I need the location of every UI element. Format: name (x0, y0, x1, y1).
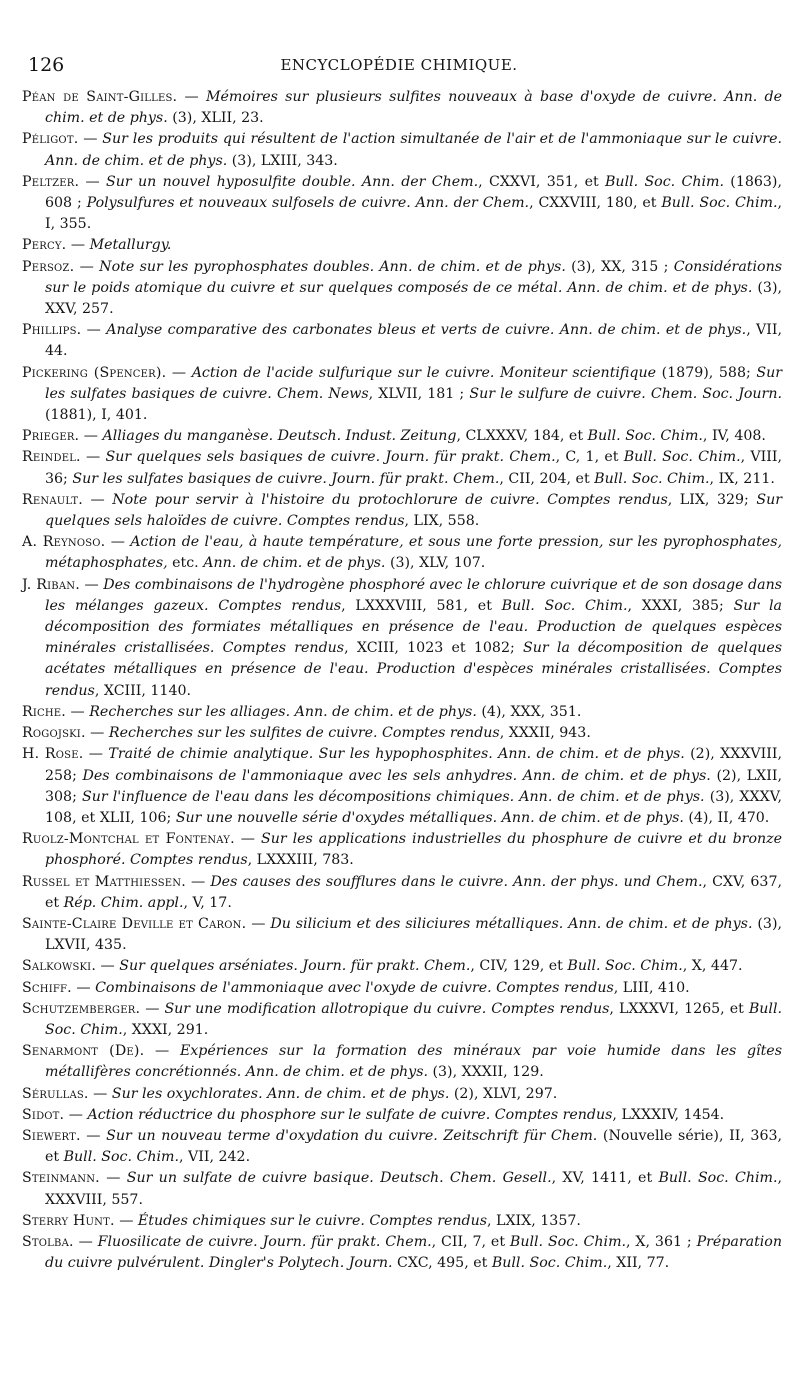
entry-reference-text: , I, 355. (45, 195, 782, 233)
entry-author: Riche. (22, 703, 67, 720)
entry-reference-text: , CII, 7, et (431, 1233, 510, 1250)
entry-reference-text: (1881), I, 401. (45, 407, 148, 424)
entry-author: Rogojski. (22, 725, 86, 742)
entry-title-text: Bull. Soc. Chim. (509, 1233, 627, 1250)
entry-title-text: Metallurgy. (89, 237, 172, 254)
bibliography-entry: Pickering (Spencer). — Action de l'acide sulfurique sur le cuivre. Moniteur scientifique (1879), 588; Sur les sulfates basiques de cuivre. Chem. News, XLVII, 181 ; Sur le sulfure de cuivre. Chem. Soc. Journ. (1881), I, 401. (22, 364, 782, 424)
entry-author: Pickering (Spencer). (22, 364, 167, 381)
bibliography-entry: Péan de Saint-Gilles. — Mémoires sur plusieurs sulfites nouveaux à base d'oxyde de cuivre. Ann. de chim. et de phys. (3), XLII, 23. (22, 89, 782, 127)
entry-author: Stolba. (22, 1233, 74, 1250)
entry-title-text: Sur quelques sels basiques de cuivre. Journ. für prakt. Chem. (105, 449, 556, 466)
entry-title-text: Note sur les pyrophosphates doubles. Ann. de chim. et de phys. (99, 258, 566, 275)
entry-reference-text: , VII, 44. (45, 322, 783, 360)
entry-reference-text: , CXXVIII, 180, et (529, 195, 662, 212)
entry-title-text: Action réductrice du phosphore sur le sulfate de cuivre. Comptes rendus (87, 1106, 613, 1123)
entry-author: Persoz. (22, 258, 75, 275)
entry-author: Schiff. (22, 979, 72, 996)
entry-title-text: Bull. Soc. Chim. (501, 597, 628, 614)
entry-author: Percy. (22, 237, 67, 254)
running-title: ENCYCLOPÉDIE CHIMIQUE. (280, 56, 518, 74)
bibliography-entry: Reindel. — Sur quelques sels basiques de cuivre. Journ. für prakt. Chem., C, 1, et Bull. Soc. Chim., VIII, 36; Sur les sulfates basiques de cuivre. Journ. für prakt. Chem., CII, 204, et Bull. Soc. Chim., IX, 211. (22, 449, 782, 487)
entry-author: Sterry Hunt. (22, 1212, 115, 1229)
bibliography-entry: Peltzer. — Sur un nouvel hyposulfite double. Ann. der Chem., CXXVI, 351, et Bull. Soc. Chim. (1863), 608 ; Polysulfures et nouveaux sulfosels de cuivre. Ann. der Chem., CXXVIII, 180, et Bull. Soc. Chim., I, 355. (22, 173, 782, 233)
entry-title-text: Bull. Soc. Chim. (587, 428, 703, 445)
entry-reference-text: (3), XLII, 23. (167, 110, 264, 127)
entry-title-text: Sur un sulfate de cuivre basique. Deutsch. Chem. Gesell. (126, 1170, 552, 1187)
entry-reference-text: (2), XXXVIII, 258; (45, 746, 782, 784)
entry-reference-text: (3), XX, 315 ; (565, 258, 674, 275)
entry-author: Sérullas. (22, 1085, 89, 1102)
entry-reference-text: , XXXI, 291. (122, 1021, 209, 1038)
entry-title-text: Bull. Soc. Chim. (605, 173, 724, 190)
entry-reference-text: , C, 1, et (555, 449, 624, 466)
bibliography-entry: Sérullas. — Sur les oxychlorates. Ann. de chim. et de phys. (2), XLVI, 297. (22, 1085, 558, 1102)
entry-reference-text: , CIV, 129, et (470, 958, 568, 975)
bibliography-entry: Persoz. — Note sur les pyrophosphates doubles. Ann. de chim. et de phys. (3), XX, 315 ; Considérations sur le poids atomique du cuivre et sur quelques composés de ce métal. Ann. de chim. et de phys. (3), XXV, 257. (22, 258, 782, 318)
entry-reference-text: , LIII, 410. (613, 979, 690, 996)
entry-title-text: Sur quelques sels haloïdes de cuivre. Comptes rendus (45, 491, 782, 530)
entry-title-text: Fluosilicate de cuivre. Journ. für prakt. Chem. (97, 1233, 432, 1250)
bibliography-entry: Senarmont (De). — Expériences sur la formation des minéraux par voie humide dans les gîtes métallifères concrétionnés. Ann. de chim. et de phys. (3), XXXII, 129. (22, 1043, 782, 1081)
bibliography-entry: Sidot. — Action réductrice du phosphore sur le sulfate de cuivre. Comptes rendus, LXXXIV, 1454. (22, 1106, 725, 1123)
entry-author: Prieger. (22, 428, 80, 445)
entry-author: Phillips. (22, 322, 82, 339)
entry-title-text: Traité de chimie analytique. Sur les hypophosphites. Ann. de chim. et de phys. (108, 746, 685, 763)
entry-title-text: Sur les sulfates basiques de cuivre. Journ. für prakt. Chem. (72, 470, 500, 487)
entry-reference-text: , CXXVI, 351, et (478, 173, 605, 190)
entry-reference-text: , VII, 242. (179, 1149, 251, 1166)
entry-reference-text: (4), XXX, 351. (476, 703, 582, 720)
entry-reference-text: , IX, 211. (709, 470, 775, 487)
bibliography-entry: J. Riban. — Des combinaisons de l'hydrogène phosphoré avec le chlorure cuivrique et de son dosage dans les mélanges gazeux. Comptes rendus, LXXXVIII, 581, et Bull. Soc. Chim., XXXI, 385; Sur la décomposition des formiates métalliques en présence de l'eau. Production de quelques espèces minérales cristallisées. Comptes rendus, XCIII, 1023 et 1082; Sur la décomposition de quelques acétates métalliques en présence de l'eau. Production d'espèces minérales cristallisées. Comptes rendus, XCIII, 1140. (22, 576, 782, 699)
entry-reference-text: (2), XLVI, 297. (449, 1085, 558, 1102)
entry-title-text: Polysulfures et nouveaux sulfosels de cuivre. Ann. der Chem. (86, 195, 530, 212)
entry-title-text: Rép. Chim. appl. (63, 894, 184, 911)
bibliography-entry: Schiff. — Combinaisons de l'ammoniaque avec l'oxyde de cuivre. Comptes rendus, LIII, 410. (22, 979, 690, 996)
entry-title-text: Des combinaisons de l'ammoniaque avec les sels anhydres. Ann. de chim. et de phys. (82, 767, 711, 784)
entry-title-text: Du silicium et des siliciures métalliques. Ann. de chim. et de phys. (270, 915, 753, 932)
entry-reference-text: , XCIII, 1140. (94, 682, 192, 699)
entry-reference-text: , LXXXVI, 1265, et (609, 1000, 749, 1017)
bibliography-entry: H. Rose. — Traité de chimie analytique. Sur les hypophosphites. Ann. de chim. et de phys. (2), XXXVIII, 258; Des combinaisons de l'ammoniaque avec les sels anhydres. Ann. de chim. et de phys. (2), LXII, 308; Sur l'influence de l'eau dans les décompositions chimiques. Ann. de chim. et de phys. (3), XXXV, 108, et XLII, 106; Sur une nouvelle série d'oxydes métalliques. Ann. de chim. et de phys. (4), II, 470. (22, 746, 782, 826)
entry-reference-text: , XII, 77. (607, 1255, 670, 1272)
entry-title-text: Bull. Soc. Chim. (623, 449, 741, 466)
entry-title-text: Alliages du manganèse. Deutsch. Indust. Zeitung (102, 428, 457, 445)
bibliography-entry: A. Reynoso. — Action de l'eau, à haute température, et sous une forte pression, sur les pyrophosphates, métaphosphates, etc. Ann. de chim. et de phys. (3), XLV, 107. (22, 534, 782, 572)
page-number: 126 (28, 54, 65, 76)
entry-author: Sainte-Claire Deville et Caron. (22, 915, 247, 932)
bibliography-entry: Siewert. — Sur un nouveau terme d'oxydation du cuivre. Zeitschrift für Chem. (Nouvelle série), II, 363, et Bull. Soc. Chim., VII, 242. (22, 1127, 783, 1166)
bibliography-entry: Ruolz-Montchal et Fontenay. — Sur les applications industrielles du phosphure de cuivre et du bronze phosphoré. Comptes rendus, LXXXIII, 783. (22, 831, 782, 869)
entry-title-text: Ann. de chim. et de phys. (203, 555, 386, 572)
bibliography-entry: Percy. — Metallurgy. (22, 237, 172, 254)
entry-reference-text: (3), LXVII, 435. (45, 915, 783, 954)
entry-reference-text: , VIII, 36; (45, 449, 782, 487)
page-header (28, 52, 770, 78)
entry-author: Reindel. (22, 449, 81, 466)
entry-title-text: Sur un nouvel hyposulfite double. Ann. der Chem. (106, 173, 479, 190)
entry-title-text: Sur le sulfure de cuivre. Chem. Soc. Journ. (469, 385, 782, 402)
entry-title-text: Sur un nouveau terme d'oxydation du cuivre. Zeitschrift für Chem. (106, 1127, 598, 1144)
bibliography-list (22, 87, 782, 1274)
entry-title-text: Des combinaisons de l'hydrogène phosphoré avec le chlorure cuivrique et de son dosage dans les mélanges gazeux. Comptes rendus (45, 576, 782, 614)
entry-reference-text: (3), XXXII, 129. (427, 1064, 544, 1081)
entry-author: Steinmann. (22, 1170, 100, 1187)
entry-title-text: Bull. Soc. Chim. (594, 470, 710, 487)
entry-title-text: Sur les applications industrielles du phosphure de cuivre et du bronze phosphoré. Comptes rendus (45, 831, 782, 869)
entry-title-text: Sur les oxychlorates. Ann. de chim. et de phys. (111, 1085, 450, 1102)
entry-author: Schutzemberger. (22, 1000, 141, 1017)
entry-reference-text: , LIX, 558. (404, 513, 480, 530)
entry-reference-text: (3), XXV, 257. (45, 279, 782, 318)
entry-author: H. Rose. (22, 746, 84, 763)
entry-reference-text: (3), LXIII, 343. (227, 152, 338, 169)
entry-title-text: Expériences sur la formation des minéraux par voie humide dans les gîtes métallifères concrétionnés. Ann. de chim. et de phys. (45, 1043, 782, 1081)
bibliography-entry: Steinmann. — Sur un sulfate de cuivre basique. Deutsch. Chem. Gesell., XV, 1411, et Bull. Soc. Chim., XXXVIII, 557. (22, 1170, 782, 1208)
entry-title-text: Sur la décomposition de quelques acétates métalliques en présence de l'eau. Production d'espèces minérales cristallisées. Comptes rendus (45, 640, 782, 699)
entry-title-text: Sur une modification allotropique du cuivre. Comptes rendus (164, 1000, 610, 1017)
bibliography-entry: Sainte-Claire Deville et Caron. — Du silicium et des siliciures métalliques. Ann. de chim. et de phys. (3), LXVII, 435. (22, 915, 783, 954)
entry-reference-text: , CXV, 637, et (45, 873, 782, 911)
entry-reference-text: , LXIX, 1357. (487, 1212, 581, 1229)
bibliography-entry: Phillips. — Analyse comparative des carbonates bleus et verts de cuivre. Ann. de chim. et de phys., VII, 44. (22, 322, 783, 360)
entry-author: Peltzer. (22, 173, 80, 190)
entry-author: Russel et Matthiessen. (22, 873, 186, 890)
entry-reference-text: (3), XXXV, 108, et XLII, 106; (45, 788, 782, 826)
entry-title-text: Sur quelques arséniates. Journ. für prakt. Chem. (119, 958, 471, 975)
entry-reference-text: , XXXII, 943. (499, 725, 591, 742)
entry-reference-text: , XV, 1411, et (551, 1170, 659, 1187)
entry-title-text: Analyse comparative des carbonates bleus et verts de cuivre. Ann. de chim. et de phys. (106, 322, 747, 339)
entry-title-text: Action de l'acide sulfurique sur le cuivre. Moniteur scientifique (191, 364, 657, 381)
entry-reference-text: , LXXXVIII, 581, et (341, 597, 502, 614)
entry-reference-text: CXC, 495, et (392, 1255, 492, 1272)
entry-author: Péligot. (22, 131, 79, 148)
bibliography-entry: Rogojski. — Recherches sur les sulfites de cuivre. Comptes rendus, XXXII, 943. (22, 725, 591, 742)
entry-author: Péan de Saint-Gilles. (22, 89, 178, 105)
bibliography-entry: Sterry Hunt. — Études chimiques sur le cuivre. Comptes rendus, LXIX, 1357. (22, 1212, 581, 1229)
entry-reference-text: , LXXXIV, 1454. (612, 1106, 725, 1123)
entry-author: Renault. (22, 491, 83, 508)
entry-title-text: Bull. Soc. Chim. (658, 1170, 778, 1187)
bibliography-entry: Prieger. — Alliages du manganèse. Deutsch. Indust. Zeitung, CLXXXV, 184, et Bull. Soc. Chim., IV, 408. (22, 428, 766, 445)
entry-author: Salkowski. (22, 958, 97, 975)
bibliography-entry: Renault. — Note pour servir à l'histoire du protochlorure de cuivre. Comptes rendus, LIX, 329; Sur quelques sels haloïdes de cuivre. Comptes rendus, LIX, 558. (22, 491, 782, 530)
entry-title-text: Recherches sur les sulfites de cuivre. Comptes rendus (108, 725, 500, 742)
entry-title-text: Sur une nouvelle série d'oxydes métalliques. Ann. de chim. et de phys. (175, 809, 684, 826)
bibliography-entry: Salkowski. — Sur quelques arséniates. Journ. für prakt. Chem., CIV, 129, et Bull. Soc. Chim., X, 447. (22, 958, 743, 975)
entry-title-text: Bull. Soc. Chim. (661, 195, 778, 212)
entry-author: Siewert. (22, 1127, 81, 1144)
entry-reference-text: , IV, 408. (702, 428, 766, 445)
entry-title-text: Note pour servir à l'histoire du protochlorure de cuivre. Comptes rendus (112, 491, 668, 508)
entry-reference-text: , X, 447. (682, 958, 743, 975)
entry-title-text: Combinaisons de l'ammoniaque avec l'oxyde de cuivre. Comptes rendus (95, 979, 614, 996)
bibliography-entry: Riche. — Recherches sur les alliages. Ann. de chim. et de phys. (4), XXX, 351. (22, 703, 582, 720)
entry-author: Sidot. (22, 1106, 65, 1123)
entry-title-text: Recherches sur les alliages. Ann. de chim. et de phys. (89, 703, 477, 720)
entry-reference-text: , XCIII, 1023 et 1082; (344, 640, 524, 657)
entry-title-text: Sur l'influence de l'eau dans les décompositions chimiques. Ann. de chim. et de phys. (81, 788, 705, 805)
entry-reference-text: , X, 361 ; (626, 1233, 697, 1250)
entry-title-text: Bull. Soc. Chim. (491, 1255, 608, 1272)
bibliography-entry: Russel et Matthiessen. — Des causes des soufflures dans le cuivre. Ann. der phys. und Chem., CXV, 637, et Rép. Chim. appl., V, 17. (22, 873, 782, 911)
entry-reference-text: , XLVII, 181 ; (368, 385, 470, 402)
bibliography-entry: Schutzemberger. — Sur une modification allotropique du cuivre. Comptes rendus, LXXXVI, 1265, et Bull. Soc. Chim., XXXI, 291. (22, 1000, 782, 1038)
entry-reference-text: (1879), 588; (656, 364, 757, 381)
entry-reference-text: (4), II, 470. (683, 809, 770, 826)
entry-reference-text: etc. (167, 555, 204, 572)
entry-reference-text: (Nouvelle série), II, 363, et (45, 1127, 783, 1166)
entry-title-text: Bull. Soc. Chim. (63, 1149, 179, 1166)
entry-reference-text: , XXXVIII, 557. (45, 1170, 782, 1208)
entry-reference-text: , LIX, 329; (667, 491, 757, 508)
entry-title-text: Bull. Soc. Chim. (567, 958, 683, 975)
entry-title-text: Études chimiques sur le cuivre. Comptes rendus (137, 1212, 488, 1229)
entry-title-text: Bull. Soc. Chim. (45, 1000, 782, 1038)
entry-reference-text: , LXXXIII, 783. (247, 852, 354, 869)
entry-reference-text: (2), LXII, 308; (45, 767, 782, 805)
entry-title-text: Considérations sur le poids atomique du cuivre et sur quelques composés de ce métal. Ann. de chim. et de phys. (45, 258, 782, 296)
entry-title-text: Action de l'eau, à haute température, et sous une forte pression, sur les pyrophosphates, métaphosphates, (45, 534, 782, 572)
entry-title-text: Sur la décomposition des formiates métalliques en présence de l'eau. Production de quelques espèces minérales cristallisées. Comptes rendus (45, 597, 782, 657)
entry-author: J. Riban. (22, 576, 80, 593)
entry-title-text: Préparation du cuivre pulvérulent. Dingler's Polytech. Journ. (45, 1233, 782, 1272)
entry-reference-text: , XXXI, 385; (627, 597, 734, 614)
entry-title-text: Mémoires sur plusieurs sulfites nouveaux à base d'oxyde de cuivre. Ann. de chim. et de phys. (45, 89, 782, 127)
bibliography-entry: Stolba. — Fluosilicate de cuivre. Journ. für prakt. Chem., CII, 7, et Bull. Soc. Chim., X, 361 ; Préparation du cuivre pulvérulent. Dingler's Polytech. Journ. CXC, 495, et Bull. Soc. Chim., XII, 77. (22, 1233, 782, 1272)
entry-title-text: Sur les sulfates basiques de cuivre. Chem. News (45, 364, 782, 402)
entry-reference-text: (1863), 608 ; (45, 173, 782, 212)
entry-reference-text: , CLXXXV, 184, et (456, 428, 588, 445)
entry-reference-text: , CII, 204, et (499, 470, 595, 487)
entry-reference-text: , V, 17. (183, 894, 232, 911)
entry-title-text: Des causes des soufflures dans le cuivre. Ann. der phys. und Chem. (210, 873, 703, 890)
entry-author: Ruolz-Montchal et Fontenay. (22, 831, 235, 848)
bibliography-entry: Péligot. — Sur les produits qui résultent de l'action simultanée de l'air et de l'ammoniaque sur le cuivre. Ann. de chim. et de phys. (3), LXIII, 343. (22, 131, 782, 169)
entry-author: A. Reynoso. (22, 534, 106, 551)
entry-author: Senarmont (De). (22, 1043, 145, 1060)
entry-title-text: Sur les produits qui résultent de l'action simultanée de l'air et de l'ammoniaque sur le cuivre. Ann. de chim. et de phys. (45, 131, 782, 169)
entry-reference-text: (3), XLV, 107. (385, 555, 486, 572)
